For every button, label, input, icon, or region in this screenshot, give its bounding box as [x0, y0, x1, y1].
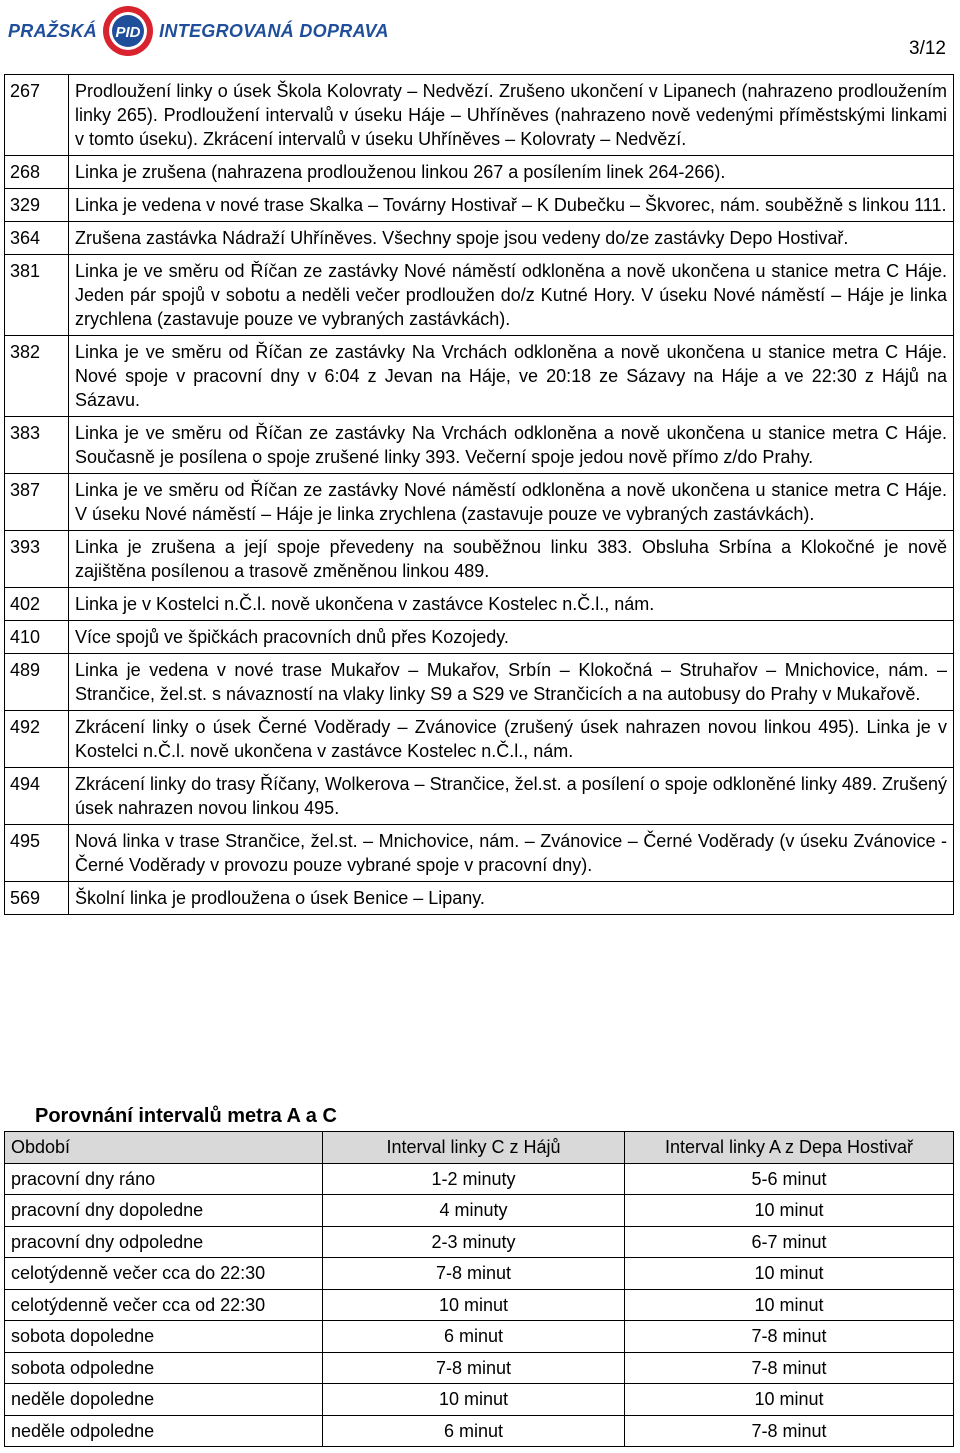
table-row — [5, 255, 954, 336]
line-number: 383 — [5, 417, 69, 474]
table-row — [5, 531, 954, 588]
table-row — [5, 1289, 954, 1321]
line-number: 364 — [5, 222, 69, 255]
period-cell: celotýdenně večer cca do 22:30 — [5, 1258, 323, 1290]
line-number: 267 — [5, 75, 69, 156]
change-description: Linka je ve směru od Říčan ze zastávky Na Vrchách odkloněna a nově ukončena u stanice metra C Háje. Současně je posílena o spoje zrušené linky 393. Večerní spoje jedou nově přímo z/do Prahy. — [69, 417, 954, 474]
change-description: Linka je vedena v nové trase Skalka – Továrny Hostivař – K Dubečku – Škvorec, nám. souběžně s linkou 111. — [69, 189, 954, 222]
line-c-interval-cell: 7-8 minut — [323, 1352, 625, 1384]
table-row — [5, 711, 954, 768]
column-header-line-c: Interval linky C z Hájů — [323, 1132, 625, 1164]
line-number: 489 — [5, 654, 69, 711]
line-a-interval-cell: 7-8 minut — [625, 1352, 954, 1384]
pid-logo — [8, 4, 389, 58]
change-description: Školní linka je prodloužena o úsek Benice – Lipany. — [69, 882, 954, 915]
period-cell: neděle odpoledne — [5, 1415, 323, 1447]
pid-logo-icon — [101, 4, 155, 58]
table-row — [5, 654, 954, 711]
period-cell: pracovní dny dopoledne — [5, 1195, 323, 1227]
change-description: Prodloužení linky o úsek Škola Kolovraty – Nedvězí. Zrušeno ukončení v Lipanech (nahrazeno prodloužením linky 265). Prodloužení intervalů v úseku Háje – Uhříněves (nahrazeno nově vedenými příměstskými linkami v tomto úseku). Zkrácení intervalů v úseku Uhříněves – Kolovraty – Nedvězí. — [69, 75, 954, 156]
table-row — [5, 768, 954, 825]
table-row — [5, 417, 954, 474]
period-cell: sobota dopoledne — [5, 1321, 323, 1353]
table-row — [5, 588, 954, 621]
table-row — [5, 75, 954, 156]
period-cell: neděle dopoledne — [5, 1384, 323, 1416]
page-header — [0, 0, 960, 64]
table-row — [5, 189, 954, 222]
period-cell: pracovní dny ráno — [5, 1163, 323, 1195]
column-header-line-a: Interval linky A z Depa Hostivař — [625, 1132, 954, 1164]
line-number: 329 — [5, 189, 69, 222]
line-number: 381 — [5, 255, 69, 336]
line-c-interval-cell: 1-2 minuty — [323, 1163, 625, 1195]
line-a-interval-cell: 10 minut — [625, 1289, 954, 1321]
table-row — [5, 825, 954, 882]
line-c-interval-cell: 7-8 minut — [323, 1258, 625, 1290]
table-row — [5, 474, 954, 531]
line-c-interval-cell: 4 minuty — [323, 1195, 625, 1227]
change-description: Zkrácení linky do trasy Říčany, Wolkerova – Strančice, žel.st. a posílení o spoje odkloněné linky 489. Zrušený úsek nahrazen novou linkou 495. — [69, 768, 954, 825]
table-row — [5, 1258, 954, 1290]
column-header-period: Období — [5, 1132, 323, 1164]
line-number: 387 — [5, 474, 69, 531]
line-a-interval-cell: 7-8 minut — [625, 1415, 954, 1447]
table-row — [5, 621, 954, 654]
line-number: 492 — [5, 711, 69, 768]
table-row — [5, 1195, 954, 1227]
logo-mark-text: PID — [115, 24, 141, 41]
logo-text-right: INTEGROVANÁ DOPRAVA — [159, 20, 389, 41]
line-number: 268 — [5, 156, 69, 189]
line-a-interval-cell: 7-8 minut — [625, 1321, 954, 1353]
line-c-interval-cell: 10 minut — [323, 1289, 625, 1321]
table-row — [5, 1352, 954, 1384]
table-row — [5, 1321, 954, 1353]
line-c-interval-cell: 6 minut — [323, 1321, 625, 1353]
change-description: Více spojů ve špičkách pracovních dnů přes Kozojedy. — [69, 621, 954, 654]
change-description: Linka je zrušena (nahrazena prodlouženou linkou 267 a posílením linek 264-266). — [69, 156, 954, 189]
table-row — [5, 336, 954, 417]
line-number: 410 — [5, 621, 69, 654]
change-description: Linka je vedena v nové trase Mukařov – Mukařov, Srbín – Klokočná – Struhařov – Mnichovice, nám. – Strančice, žel.st. s návazností na vlaky linky S9 a S29 ve Strančicích a na autobusy do Prahy v Mukařově. — [69, 654, 954, 711]
line-number: 393 — [5, 531, 69, 588]
line-a-interval-cell: 10 minut — [625, 1258, 954, 1290]
change-description: Linka je ve směru od Říčan ze zastávky Na Vrchách odkloněna a nově ukončena u stanice metra C Háje. Nové spoje v pracovní dny v 6:04 z Jevan na Háje, ve 20:18 ze Sázavy na Háje a ve 22:30 z Hájů na Sázavu. — [69, 336, 954, 417]
table-row — [5, 1226, 954, 1258]
period-cell: pracovní dny odpoledne — [5, 1226, 323, 1258]
period-cell: celotýdenně večer cca od 22:30 — [5, 1289, 323, 1321]
change-description: Linka je ve směru od Říčan ze zastávky Nové náměstí odkloněna a nově ukončena u stanice metra C Háje. Jeden pár spojů v sobotu a neděli večer prodloužen do/z Kutné Hory. V úseku Nové náměstí – Háje je linka zrychlena (zastavuje pouze ve vybraných zastávkách). — [69, 255, 954, 336]
line-c-interval-cell: 6 minut — [323, 1415, 625, 1447]
line-c-interval-cell: 10 minut — [323, 1384, 625, 1416]
line-number: 494 — [5, 768, 69, 825]
line-changes-table — [4, 74, 954, 915]
period-cell: sobota odpoledne — [5, 1352, 323, 1384]
change-description: Nová linka v trase Strančice, žel.st. – Mnichovice, nám. – Zvánovice – Černé Voděrady (v úseku Zvánovice - Černé Voděrady v provozu pouze vybrané spoje v pracovní dny). — [69, 825, 954, 882]
line-number: 382 — [5, 336, 69, 417]
page-number: 3/12 — [909, 38, 946, 59]
table-row — [5, 882, 954, 915]
line-a-interval-cell: 10 minut — [625, 1384, 954, 1416]
table-row — [5, 1384, 954, 1416]
table-row — [5, 1163, 954, 1195]
line-c-interval-cell: 2-3 minuty — [323, 1226, 625, 1258]
table-row — [5, 156, 954, 189]
logo-text-left: PRAŽSKÁ — [8, 20, 98, 41]
table-header-row — [5, 1132, 954, 1164]
change-description: Linka je v Kostelci n.Č.l. nově ukončena v zastávce Kostelec n.Č.l., nám. — [69, 588, 954, 621]
change-description: Zrušena zastávka Nádraží Uhříněves. Všechny spoje jsou vedeny do/ze zastávky Depo Hostivař. — [69, 222, 954, 255]
line-number: 402 — [5, 588, 69, 621]
table-row — [5, 1415, 954, 1447]
table-row — [5, 222, 954, 255]
interval-comparison-table — [4, 1131, 954, 1447]
comparison-title: Porovnání intervalů metra A a C — [35, 1105, 337, 1127]
line-a-interval-cell: 5-6 minut — [625, 1163, 954, 1195]
line-number: 495 — [5, 825, 69, 882]
line-a-interval-cell: 10 minut — [625, 1195, 954, 1227]
line-number: 569 — [5, 882, 69, 915]
change-description: Linka je zrušena a její spoje převedeny na souběžnou linku 383. Obsluha Srbína a Klokočné je nově zajištěna posílenou a trasově změněnou linkou 489. — [69, 531, 954, 588]
line-a-interval-cell: 6-7 minut — [625, 1226, 954, 1258]
change-description: Zkrácení linky o úsek Černé Voděrady – Zvánovice (zrušený úsek nahrazen novou linkou 495). Linka je v Kostelci n.Č.l. nově ukončena v zastávce Kostelec n.Č.l., nám. — [69, 711, 954, 768]
change-description: Linka je ve směru od Říčan ze zastávky Nové náměstí odkloněna a nově ukončena u stanice metra C Háje. V úseku Nové náměstí – Háje je linka zrychlena (zastavuje pouze ve vybraných zastávkách). — [69, 474, 954, 531]
